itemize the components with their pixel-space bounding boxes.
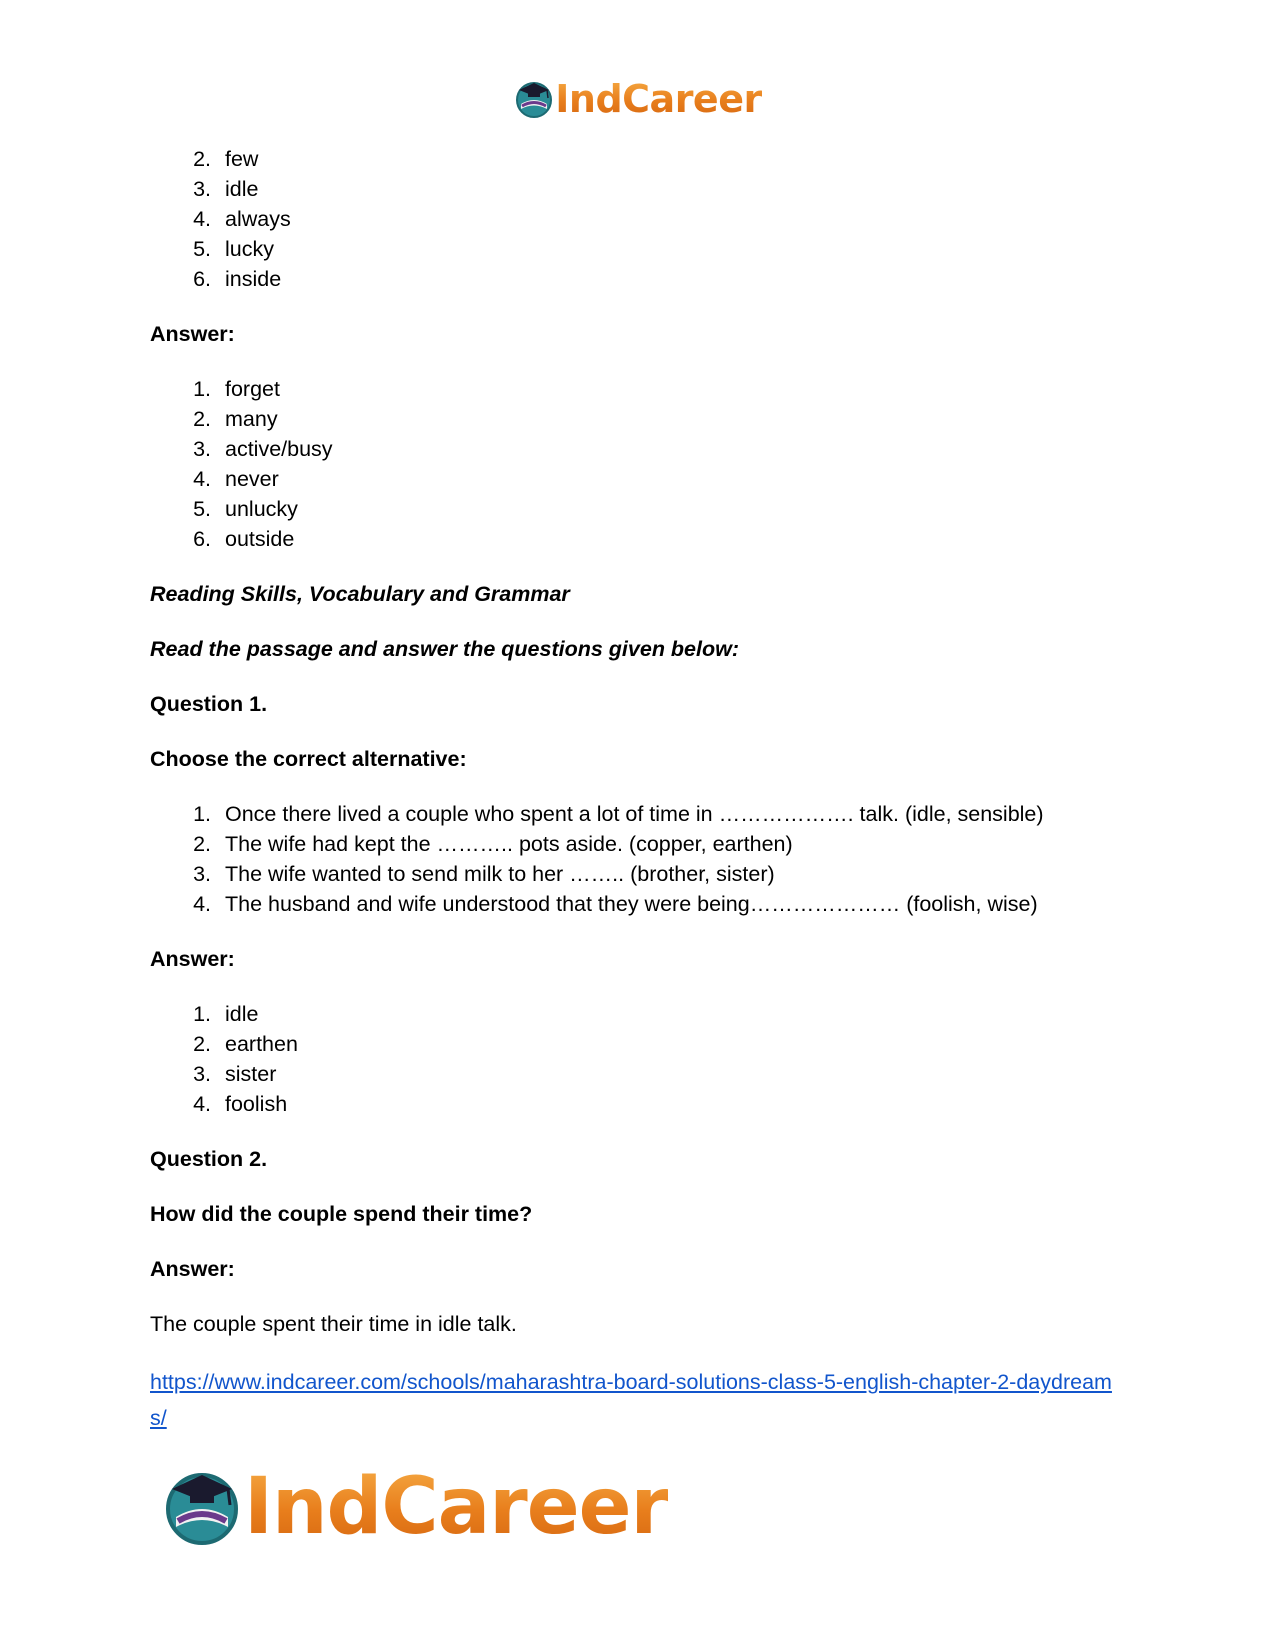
list-item: 2. few bbox=[193, 147, 259, 171]
header-logo bbox=[0, 78, 1275, 120]
list-item: 6. outside bbox=[193, 527, 295, 551]
question-2-answer: The couple spent their time in idle talk. bbox=[150, 1312, 517, 1336]
antonym-answer-list bbox=[150, 374, 1150, 554]
section-title: Reading Skills, Vocabulary and Grammar bbox=[150, 582, 570, 606]
answer-heading: Answer: bbox=[150, 322, 235, 346]
indcareer-logo bbox=[160, 1462, 668, 1552]
list-item: 2. The wife had kept the ……….. pots aside. (copper, earthen) bbox=[193, 832, 793, 856]
footer-logo bbox=[160, 1462, 668, 1552]
list-item: 1. idle bbox=[193, 1002, 259, 1026]
list-item: 3. active/busy bbox=[193, 437, 333, 461]
logo-wordmark: IndCareer bbox=[555, 77, 762, 121]
list-item: 1. forget bbox=[193, 377, 280, 401]
list-item: 6. inside bbox=[193, 267, 282, 291]
source-link[interactable]: https://www.indcareer.com/schools/maharashtra-board-solutions-class-5-english-chapter-2-daydreams/ bbox=[150, 1370, 1112, 1430]
list-item: 4. foolish bbox=[193, 1092, 288, 1116]
section-instruction: Read the passage and answer the questions given below: bbox=[150, 637, 740, 661]
logo-wordmark: IndCareer bbox=[244, 1462, 668, 1552]
answer-heading: Answer: bbox=[150, 1257, 235, 1281]
list-item: 4. The husband and wife understood that they were being………………… (foolish, wise) bbox=[193, 892, 1038, 916]
document-body bbox=[150, 144, 1150, 1436]
question-1-prompt: Choose the correct alternative: bbox=[150, 747, 467, 771]
question-1-label: Question 1. bbox=[150, 692, 268, 716]
indcareer-logo bbox=[513, 78, 761, 120]
graduation-cap-globe-icon bbox=[160, 1465, 244, 1549]
list-item: 2. many bbox=[193, 407, 278, 431]
list-item: 2. earthen bbox=[193, 1032, 298, 1056]
answer-heading: Answer: bbox=[150, 947, 235, 971]
question-2-label: Question 2. bbox=[150, 1147, 268, 1171]
list-item: 5. lucky bbox=[193, 237, 274, 261]
antonym-question-list bbox=[150, 144, 1150, 294]
list-item: 3. The wife wanted to send milk to her …….. (brother, sister) bbox=[193, 862, 775, 886]
list-item: 3. sister bbox=[193, 1062, 277, 1086]
question-1-items bbox=[150, 799, 1150, 919]
question-2-prompt: How did the couple spend their time? bbox=[150, 1202, 533, 1226]
list-item: 1. Once there lived a couple who spent a lot of time in ………………. talk. (idle, sensible) bbox=[193, 802, 1044, 826]
list-item: 4. never bbox=[193, 467, 279, 491]
list-item: 4. always bbox=[193, 207, 291, 231]
list-item: 5. unlucky bbox=[193, 497, 298, 521]
question-1-answers bbox=[150, 999, 1150, 1119]
graduation-cap-globe-icon bbox=[513, 78, 555, 120]
list-item: 3. idle bbox=[193, 177, 259, 201]
